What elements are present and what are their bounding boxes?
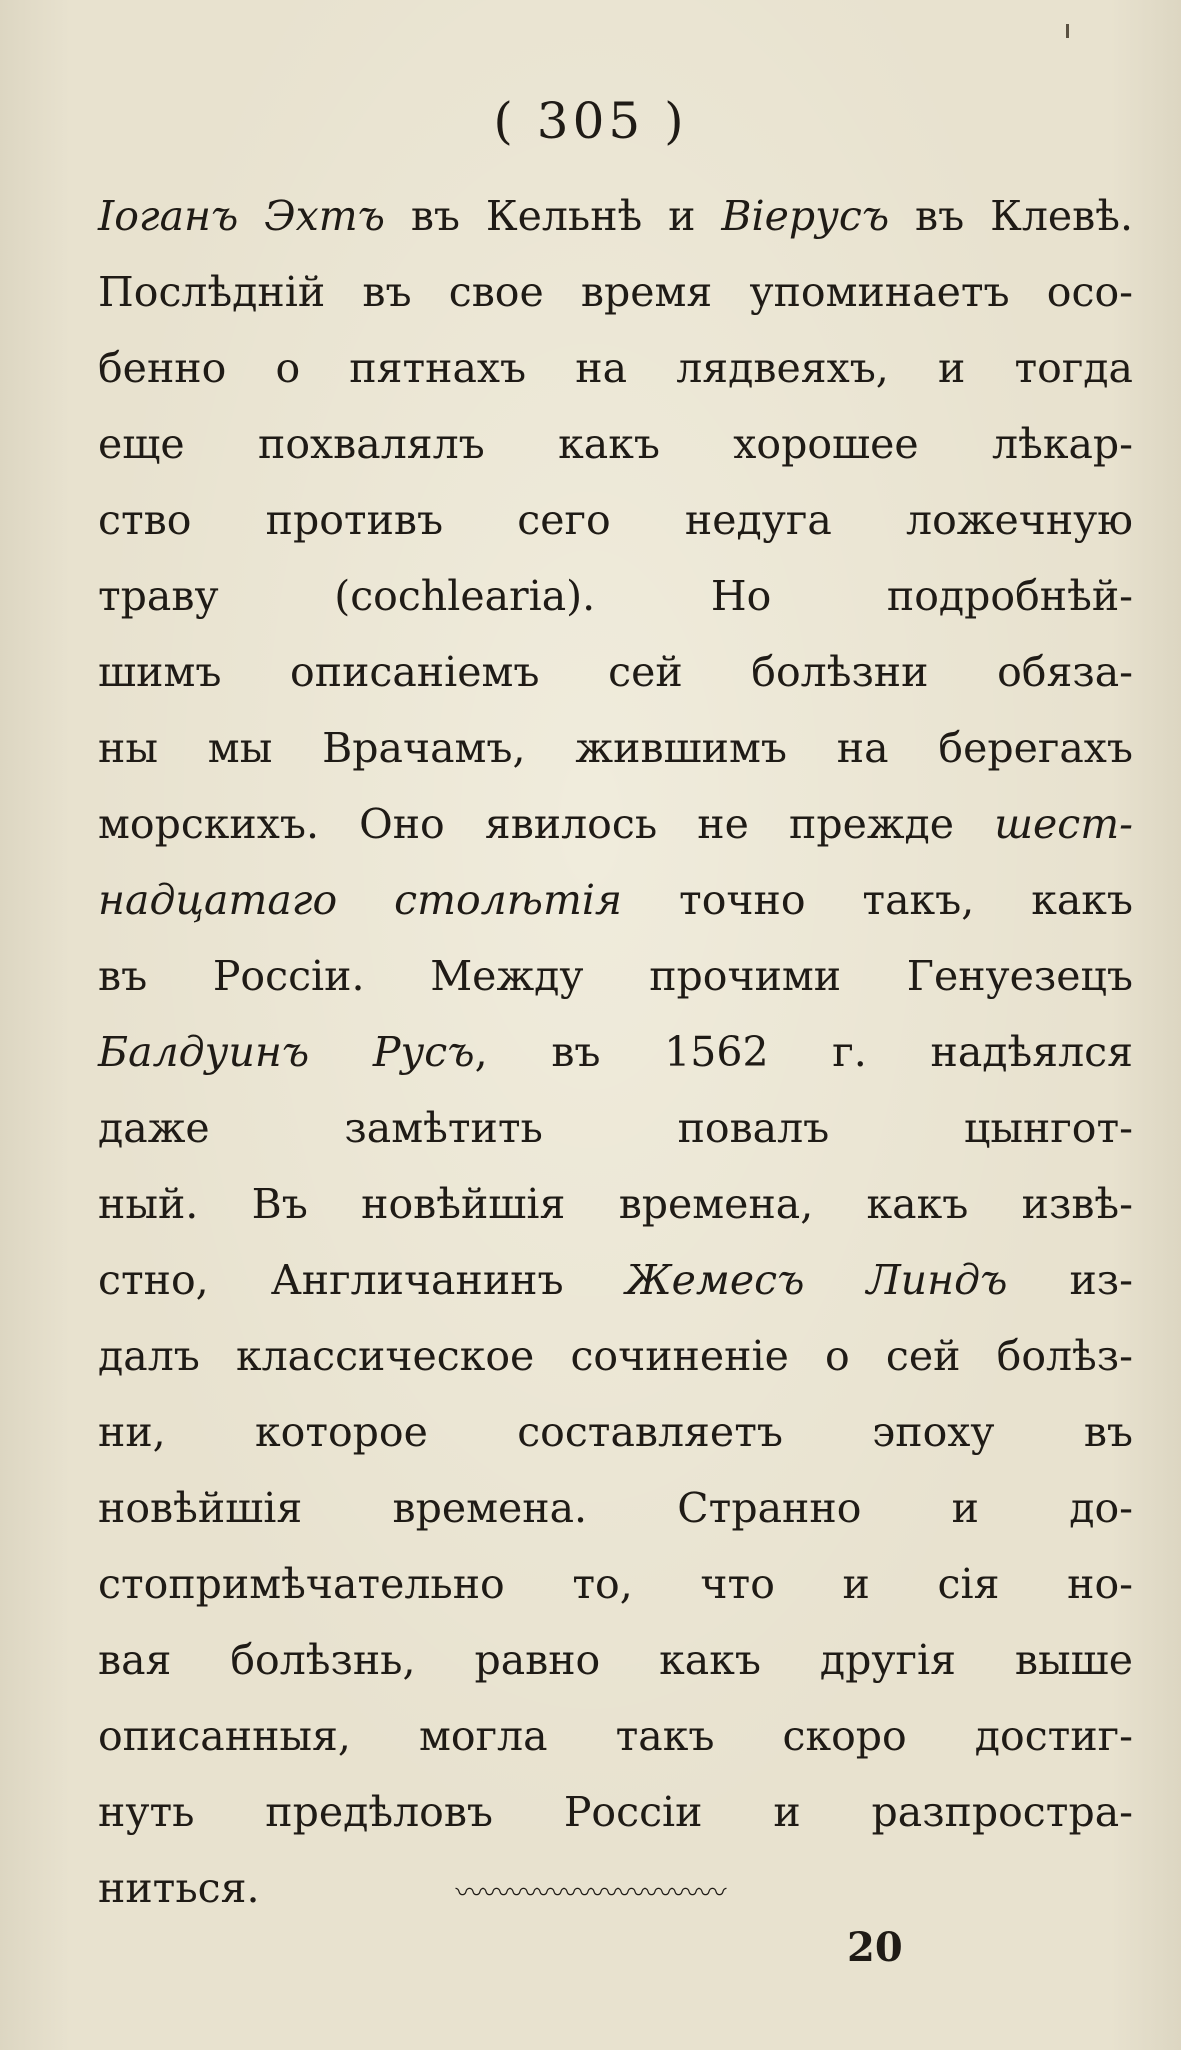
text-segment: въ Кельнѣ и bbox=[384, 192, 722, 240]
text-segment: ный. Въ новѣйшія времена, какъ извѣ- bbox=[98, 1180, 1133, 1228]
text-segment: траву (cochlearia). Но подробнѣй- bbox=[98, 572, 1133, 620]
italic-text: шест- bbox=[994, 800, 1133, 848]
text-line bbox=[98, 1394, 1133, 1470]
text-segment: бенно о пятнахъ на лядвеяхъ, и тогда bbox=[98, 344, 1133, 392]
text-segment: описанныя, могла такъ скоро достиг- bbox=[98, 1712, 1133, 1760]
ornament-divider: 〰〰〰〰〰〰〰〰〰〰 bbox=[455, 1876, 726, 1909]
text-segment: стопримѣчательно то, что и сія но- bbox=[98, 1560, 1133, 1608]
text-line bbox=[98, 1470, 1133, 1546]
text-line bbox=[98, 938, 1133, 1014]
text-segment: новѣйшія времена. Странно и до- bbox=[98, 1484, 1133, 1532]
italic-text: Жемесъ Линдъ bbox=[625, 1256, 1008, 1304]
text-segment: нуть предѣловъ Россіи и разпростра- bbox=[98, 1788, 1133, 1836]
text-segment: , въ 1562 г. надѣялся bbox=[474, 1028, 1133, 1076]
text-line bbox=[98, 406, 1133, 482]
text-line bbox=[98, 862, 1133, 938]
text-segment: морскихъ. Оно явилось не прежде bbox=[98, 800, 995, 848]
text-segment: ство противъ сего недуга ложечную bbox=[98, 496, 1133, 544]
text-segment: ни, которое составляетъ эпоху въ bbox=[98, 1408, 1133, 1456]
text-line bbox=[98, 1242, 1133, 1318]
page-number: ( 305 ) bbox=[493, 92, 688, 150]
text-line bbox=[98, 1698, 1133, 1774]
italic-text: надцатаго столѣтія bbox=[98, 876, 623, 924]
text-line bbox=[98, 1166, 1133, 1242]
text-line bbox=[98, 330, 1133, 406]
italic-text: Іоганъ Эхтъ bbox=[98, 192, 385, 240]
text-segment: ны мы Врачамъ, жившимъ на берегахъ bbox=[98, 724, 1133, 772]
text-line bbox=[98, 1318, 1133, 1394]
text-segment: из- bbox=[1007, 1256, 1133, 1304]
text-segment: стно, Англичанинъ bbox=[98, 1256, 626, 1304]
text-segment: точно такъ, какъ bbox=[622, 876, 1133, 924]
text-segment: ниться. bbox=[98, 1864, 260, 1912]
text-line bbox=[98, 710, 1133, 786]
text-line bbox=[98, 786, 1133, 862]
text-line bbox=[98, 482, 1133, 558]
body-text bbox=[98, 178, 1133, 1926]
italic-text: Балдуинъ Русъ bbox=[98, 1028, 475, 1076]
text-line bbox=[98, 1774, 1133, 1850]
text-line bbox=[98, 558, 1133, 634]
text-line bbox=[98, 1090, 1133, 1166]
text-line bbox=[98, 1014, 1133, 1090]
text-segment: еще похвалялъ какъ хорошее лѣкар- bbox=[98, 420, 1133, 468]
signature-mark: 20 bbox=[847, 1924, 903, 1971]
text-segment: въ Клевѣ. bbox=[889, 192, 1133, 240]
text-segment: вая болѣзнь, равно какъ другія выше bbox=[98, 1636, 1133, 1684]
edge-mark bbox=[1066, 24, 1069, 38]
italic-text: Віерусъ bbox=[721, 192, 890, 240]
text-line bbox=[98, 178, 1133, 254]
text-segment: далъ классическое сочиненіе о сей болѣз- bbox=[98, 1332, 1133, 1380]
text-line bbox=[98, 254, 1133, 330]
text-line bbox=[98, 1622, 1133, 1698]
text-segment: Послѣдній въ свое время упоминаетъ осо- bbox=[98, 268, 1133, 316]
text-segment: даже замѣтить повалъ цынгот- bbox=[98, 1104, 1133, 1152]
text-line bbox=[98, 634, 1133, 710]
text-segment: въ Россіи. Между прочими Генуезецъ bbox=[98, 952, 1133, 1000]
text-segment: шимъ описаніемъ сей болѣзни обяза- bbox=[98, 648, 1133, 696]
text-line bbox=[98, 1546, 1133, 1622]
